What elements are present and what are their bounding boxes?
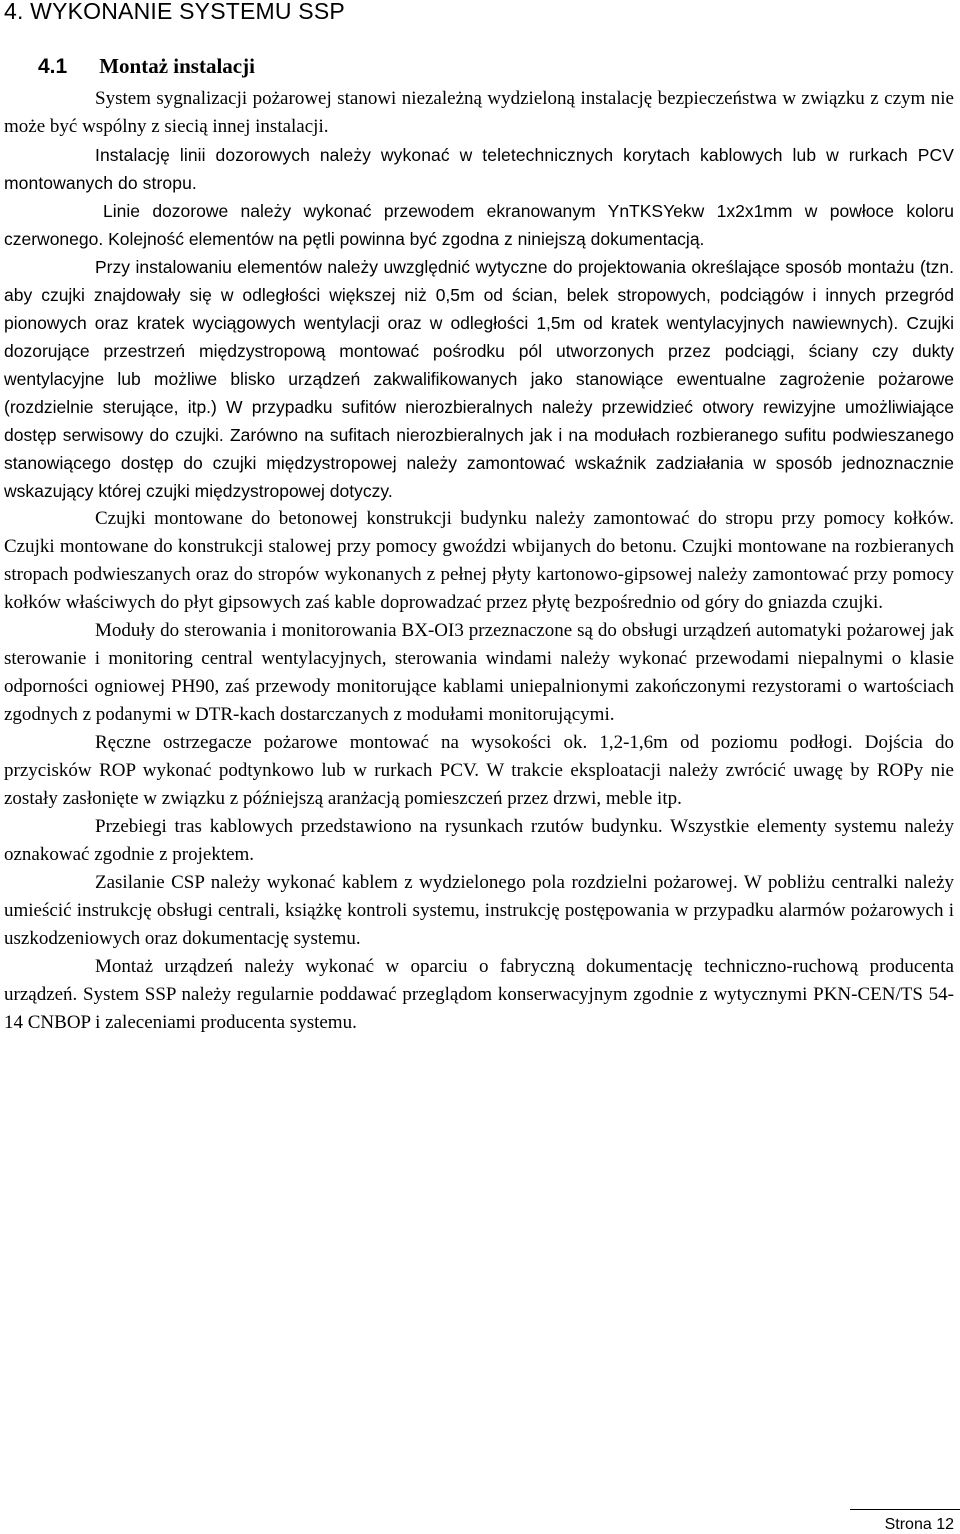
paragraph: System sygnalizacji pożarowej stanowi niezależną wydzieloną instalację bezpieczeństwa w związku z czym nie może być wspólny z siecią innej instalacji. [4, 88, 954, 137]
page-footer [850, 1509, 960, 1534]
subsection-heading [38, 54, 255, 79]
document-body [4, 85, 954, 1037]
subsection-title: Montaż instalacji [99, 54, 255, 78]
paragraph: Montaż urządzeń należy wykonać w oparciu o fabryczną dokumentację techniczno-ruchową producenta urządzeń. System SSP należy regularnie poddawać przeglądom konserwacyjnym zgodnie z wytycznymi PKN-CEN/TS 54-14 CNBOP i zaleceniami producenta systemu. [4, 956, 954, 1033]
paragraph: Przy instalowaniu elementów należy uwzględnić wytyczne do projektowania określające sposób montażu (tzn. aby czujki znajdowały się w odległości większej niż 0,5m od ścian, belek stropowych, podciągów i innych przegród pionowych oraz kratek wyciągowych wentylacji oraz w odległości 1,5m od kratek wentylacyjnych nawiewnych). Czujki dozorujące przestrzeń międzystropową montować pośrodku pól utworzonych przez podciągi, ściany czy dukty wentylacyjne lub możliwe blisko urządzeń zakwalifikowanych jako stanowiące ewentualne zagrożenie pożarowe (rozdzielnie sterujące, itp.) W przypadku sufitów nierozbieralnych należy przewidzieć otwory rewizyjne umożliwiające dostęp serwisowy do czujki. Zarówno na sufitach nierozbieralnych jak i na modułach rozbieranego sufitu podwieszanego stanowiącego dostęp do czujki międzystropowej należy zamontować wskaźnik zadziałania w sposób jednoznacznie wskazujący której czujki międzystropowej dotyczy. [4, 257, 954, 501]
paragraph: Zasilanie CSP należy wykonać kablem z wydzielonego pola rozdzielni pożarowej. W pobliżu centralki należy umieścić instrukcję obsługi centrali, książkę kontroli systemu, instrukcję postępowania w przypadku alarmów pożarowych i uszkodzeniowych oraz dokumentację systemu. [4, 872, 954, 949]
page-number: Strona 12 [884, 1516, 954, 1533]
section-heading: 4. WYKONANIE SYSTEMU SSP [4, 0, 345, 24]
paragraph: Czujki montowane do betonowej konstrukcji budynku należy zamontować do stropu przy pomocy kołków. Czujki montowane do konstrukcji stalowej przy pomocy gwoździ wbijanych do betonu. Czujki montowane na rozbieranych stropach podwieszanych oraz do stropów wykonanych z pełnej płyty kartonowo-gipsowej należy zamontować przy pomocy kołków właściwych do płyt gipsowych zaś kable doprowadzać przez płytę bezpośrednio od góry do gniazda czujki. [4, 508, 954, 613]
paragraph: Przebiegi tras kablowych przedstawiono na rysunkach rzutów budynku. Wszystkie elementy systemu należy oznakować zgodnie z projektem. [4, 816, 954, 865]
paragraph: Moduły do sterowania i monitorowania BX-OI3 przeznaczone są do obsługi urządzeń automatyki pożarowej jak sterowanie i monitoring central wentylacyjnych, sterowania windami należy wykonać przewodami niepalnymi o klasie odporności ogniowej PH90, zaś przewody monitorujące kablami uniepalnionymi zakończonymi rezystorami o wartościach zgodnych z podanymi w DTR-kach dostarczanych z modułami monitorującymi. [4, 620, 954, 725]
paragraph: Instalację linii dozorowych należy wykonać w teletechnicznych korytach kablowych lub w rurkach PCV montowanych do stropu. [4, 145, 954, 193]
subsection-number: 4.1 [38, 55, 68, 78]
paragraph: Ręczne ostrzegacze pożarowe montować na wysokości ok. 1,2-1,6m od poziomu podłogi. Dojścia do przycisków ROP wykonać podtynkowo lub w rurkach PCV. W trakcie eksploatacji należy zwrócić uwagę by ROPy nie zostały zasłonięte w związku z późniejszą aranżacją pomieszczeń przez drzwi, meble itp. [4, 732, 954, 809]
paragraph: Linie dozorowe należy wykonać przewodem ekranowanym YnTKSYekw 1x2x1mm w powłoce koloru czerwonego. Kolejność elementów na pętli powinna być zgodna z niniejszą dokumentacją. [4, 201, 954, 249]
